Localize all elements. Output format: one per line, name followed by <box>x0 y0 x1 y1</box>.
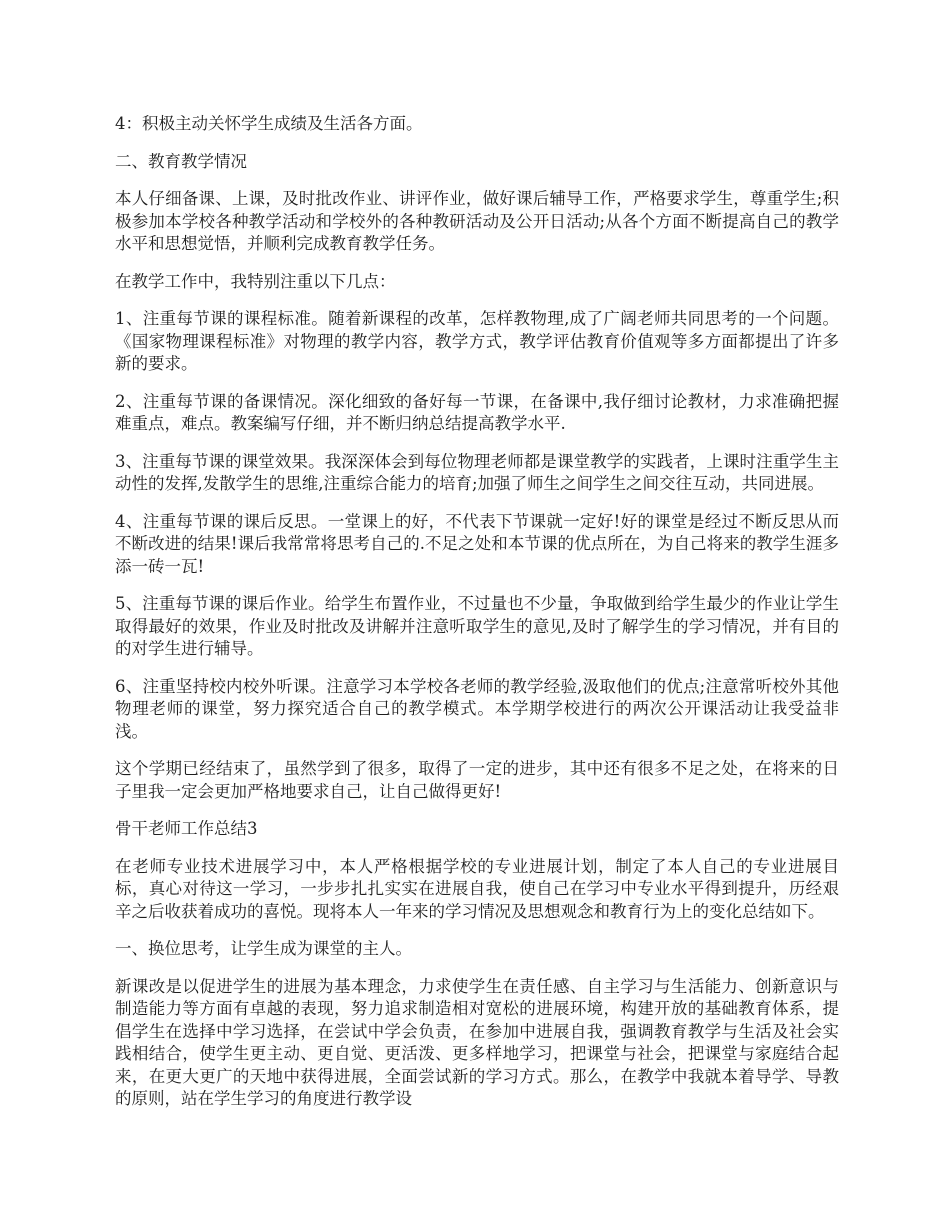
paragraph-focus-intro: 在教学工作中，我特别注重以下几点： <box>115 271 396 291</box>
list-item-3-classroom: 3、注重每节课的课堂效果。我深深体会到每位物理老师都是课堂教学的实践者，上课时注重学生主动性的发挥,发散学生的思维,注重综合能力的培育;加强了师生之间学生之间交往互动，共同进展。 <box>115 451 839 493</box>
paragraph-semester-conclusion: 这个学期已经结束了，虽然学到了很多，取得了一定的进步，其中还有很多不足之处，在将来的日子里我一定会更加严格地要求自己，让自己做得更好! <box>115 759 839 801</box>
section-title-summary-3: 骨干老师工作总结3 <box>115 819 258 838</box>
list-item-6-observation: 6、注重坚持校内校外听课。注意学习本学校各老师的教学经验,汲取他们的优点;注意常听校外其他物理老师的课堂，努力探究适合自己的教学模式。本学期学校进行的两次公开课活动让我受益非浅。 <box>115 676 839 741</box>
section-heading-teaching: 二、教育教学情况 <box>115 151 247 171</box>
list-item-1-curriculum: 1、注重每节课的课程标准。随着新课程的改革，怎样教物理,成了广阔老师共同思考的一个问题。《国家物理课程标准》对物理的教学内容，教学方式，教学评估教育价值观等多方面都提出了许多新的要求。 <box>115 309 839 373</box>
section-heading-perspective: 一、换位思考，让学生成为课堂的主人。 <box>115 939 412 958</box>
list-item-5-homework: 5、注重每节课的课后作业。给学生布置作业，不过量也不少量，争取做到给学生最少的作业让学生取得最好的效果，作业及时批改及讲解并注意听取学生的意见,及时了解学生的学习情况，并有目的的对学生进行辅导。 <box>115 594 839 658</box>
paragraph-teaching-overview: 本人仔细备课、上课，及时批改作业、讲评作业，做好课后辅导工作，严格要求学生，尊重学生;积极参加本学校各种教学活动和学校外的各种教研活动及公开日活动;从各个方面不断提高自己的教学水平和思想觉悟，并顺利完成教育教学任务。 <box>115 189 839 253</box>
document-body <box>115 113 839 1126</box>
paragraph-professional-development: 在老师专业技术进展学习中，本人严格根据学校的专业进展计划，制定了本人自己的专业进展目标，真心对待这一学习，一步步扎扎实实在进展自我，使自己在学习中专业水平得到提升，历经艰辛之后收获着成功的喜悦。现将本人一年来的学习情况及思想观念和教育行为上的变化总结如下。 <box>115 856 839 921</box>
list-item-2-preparation: 2、注重每节课的备课情况。深化细致的备好每一节课，在备课中,我仔细讨论教材，力求准确把握难重点，难点。教案编写仔细，并不断归纳总结提高教学水平. <box>115 391 839 433</box>
paragraph-new-curriculum: 新课改是以促进学生的进展为基本理念，力求使学生在责任感、自主学习与生活能力、创新意识与制造能力等方面有卓越的表现，努力追求制造相对宽松的进展环境，构建开放的基础教育体系，提倡学生在选择中学习选择，在尝试中学会负责，在参加中进展自我，强调教育教学与生活及社会实践相结合，使学生更主动、更自觉、更活泼、更多样地学习，把课堂与社会，把课堂与家庭结合起来，在更大更广的天地中获得进展，全面尝试新的学习方式。那么，在教学中我就本着导学、导教的原则，站在学生学习的角度进行教学设 <box>115 976 839 1108</box>
list-item-4-care: 4：积极主动关怀学生成绩及生活各方面。 <box>115 114 423 133</box>
list-item-4-reflection: 4、注重每节课的课后反思。一堂课上的好，不代表下节课就一定好!好的课堂是经过不断反思从而不断改进的结果!课后我常常将思考自己的.不足之处和本节课的优点所在，为自己将来的教学生涯多添一砖一瓦! <box>115 511 839 576</box>
